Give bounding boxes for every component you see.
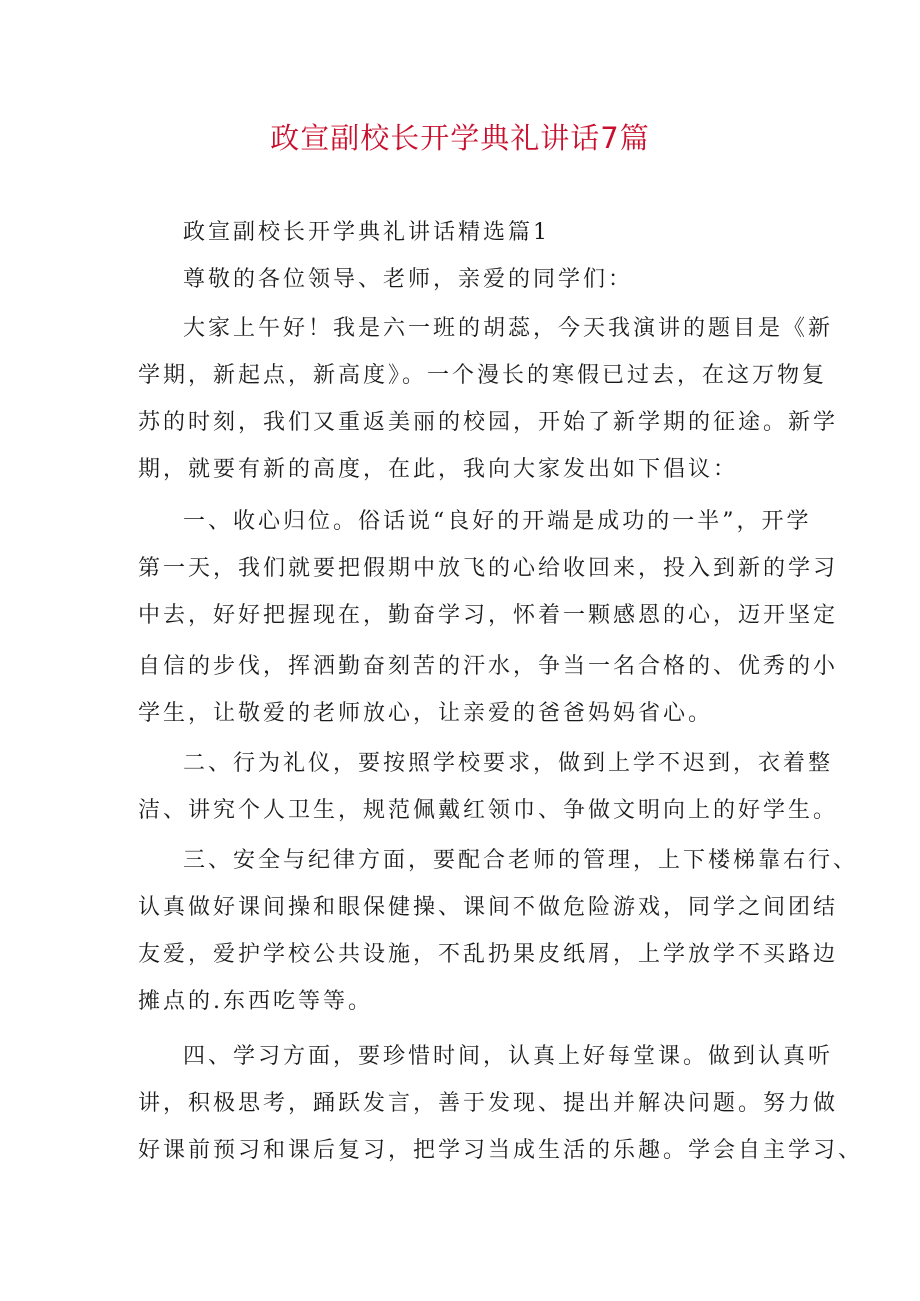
- paragraph-line: 四、学习方面，要珍惜时间，认真上好每堂课。做到认真听: [183, 1044, 834, 1069]
- paragraph-line: 洁、讲究个人卫生，规范佩戴红领巾、争做文明向上的好学生。: [138, 798, 839, 823]
- paragraph-line: 学生，让敬爱的老师放心，让亲爱的爸爸妈妈省心。: [138, 701, 714, 726]
- paragraph-line: 认真做好课间操和眼保健操、课间不做危险游戏，同学之间团结: [138, 895, 839, 920]
- paragraph-line: 三、安全与纪律方面，要配合老师的管理，上下楼梯靠右行、: [183, 848, 859, 873]
- paragraph-line: 讲，积极思考，踊跃发言，善于发现、提出并解决问题。努力做: [138, 1091, 839, 1116]
- section-heading: 政宣副校长开学典礼讲话精选篇1: [183, 220, 550, 245]
- paragraph-line: 大家上午好！我是六一班的胡蕊，今天我演讲的题目是《新: [183, 316, 834, 341]
- paragraph-line: 好课前预习和课后复习，把学习当成生活的乐趣。学会自主学习、: [138, 1138, 864, 1163]
- paragraph-line: 摊点的.东西吃等等。: [138, 989, 373, 1014]
- paragraph-line: 学期，新起点，新高度》。一个漫长的寒假已过去，在这万物复: [138, 363, 828, 388]
- paragraph-line: 一、收心归位。俗话说“良好的开端是成功的一半”，开学: [183, 509, 812, 534]
- paragraph-line: 期，就要有新的高度，在此，我向大家发出如下倡议：: [138, 457, 739, 482]
- paragraph-line: 苏的时刻，我们又重返美丽的校园，开始了新学期的征途。新学: [138, 410, 839, 435]
- paragraph-line: 中去，好好把握现在，勤奋学习，怀着一颗感恩的心，迈开坚定: [138, 603, 839, 628]
- salutation: 尊敬的各位领导、老师，亲爱的同学们：: [183, 267, 634, 292]
- paragraph-line: 二、行为礼仪，要按照学校要求，做到上学不迟到，衣着整: [183, 751, 834, 776]
- paragraph-line: 第一天，我们就要把假期中放飞的心给收回来，投入到新的学习: [138, 556, 839, 581]
- paragraph-line: 自信的步伐，挥洒勤奋刻苦的汗水，争当一名合格的、优秀的小: [138, 654, 839, 679]
- document-title: 政宣副校长开学典礼讲话7篇: [270, 121, 650, 155]
- paragraph-line: 友爱，爱护学校公共设施，不乱扔果皮纸屑，上学放学不买路边: [138, 942, 839, 967]
